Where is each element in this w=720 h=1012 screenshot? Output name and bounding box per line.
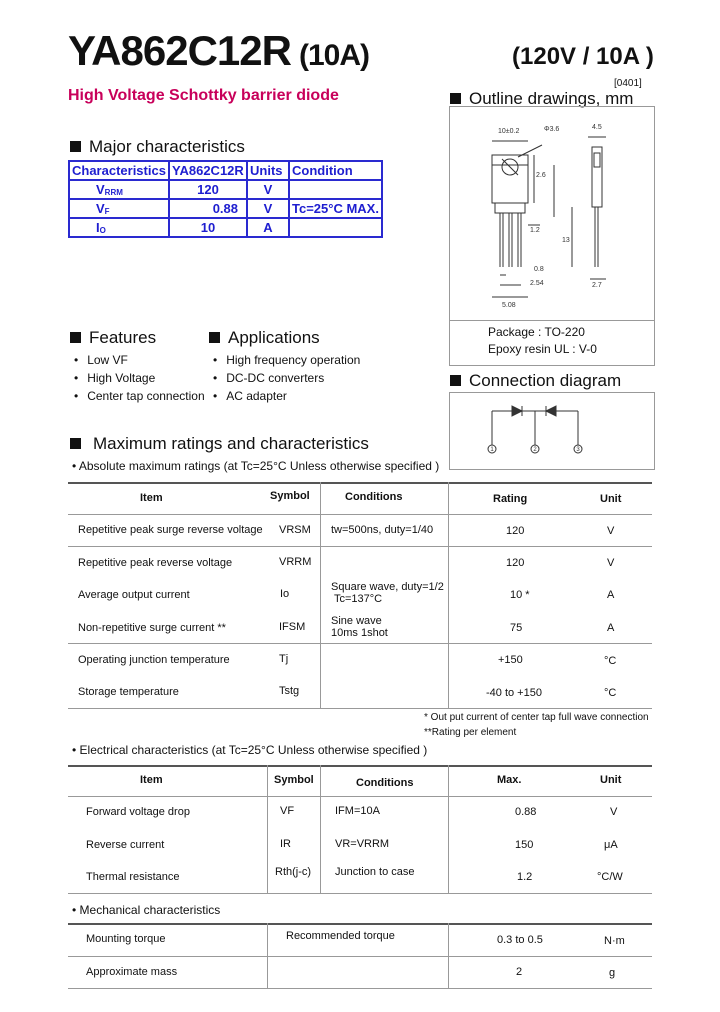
features-list [74, 351, 205, 405]
center-tap-diode-diagram [450, 393, 654, 469]
elec-header-max: Max. [497, 774, 522, 786]
note-center-tap: * Out put current of center tap full wave connection [424, 712, 649, 723]
dim-hole: Φ3.6 [544, 126, 560, 133]
dim-step: 1.2 [530, 227, 540, 234]
bullet-square-icon [70, 141, 81, 152]
major-characteristics-table [68, 160, 383, 238]
outline-section-title: Outline drawings, mm [450, 89, 633, 109]
bullet-square-icon [209, 332, 220, 343]
product-subtitle: High Voltage Schottky barrier diode [68, 87, 339, 104]
features-section-title: Features [70, 328, 156, 348]
list-item: • Low VF [74, 351, 205, 369]
elec-header-symbol: Symbol [274, 774, 314, 786]
major-header-condition: Condition [289, 161, 382, 180]
applications-list [213, 351, 360, 405]
max-section-title: Maximum ratings and characteristics [70, 434, 369, 454]
bullet-square-icon [450, 375, 461, 386]
elec-header-unit: Unit [600, 774, 622, 786]
elec-header-item: Item [140, 774, 163, 786]
abs-header-symbol: Symbol [270, 490, 310, 502]
electrical-caption: • Electrical characteristics (at Tc=25°C Unless otherwise specified ) [72, 743, 428, 757]
dim-span: 5.08 [502, 302, 516, 309]
epoxy-resin: Epoxy resin UL : V-0 [488, 342, 597, 356]
dim-lead-length: 13 [562, 237, 570, 244]
pin-2-label: 2 [533, 447, 537, 453]
abs-header-unit: Unit [600, 493, 622, 505]
voltage-current-rating: (120V / 10A ) [512, 43, 654, 70]
outline-drawing-box [449, 106, 655, 366]
list-item: • AC adapter [213, 387, 360, 405]
abs-header-rating: Rating [493, 493, 528, 505]
connection-diagram-box [449, 392, 655, 470]
dim-pitch: 2.54 [530, 280, 544, 287]
package-type: Package : TO-220 [488, 325, 585, 339]
dim-lead-width: 0.8 [534, 266, 544, 273]
bullet-square-icon [70, 332, 81, 343]
dim-thickness: 2.7 [592, 282, 602, 289]
connection-section-title: Connection diagram [450, 371, 621, 391]
bullet-square-icon [70, 438, 81, 449]
major-header-char: Characteristics [69, 161, 169, 180]
dim-depth: 4.5 [592, 124, 602, 131]
part-number-title [68, 28, 369, 79]
major-header-units: Units [247, 161, 289, 180]
abs-header-item: Item [140, 492, 163, 504]
document-code: [0401] [614, 78, 642, 89]
mechanical-caption: • Mechanical characteristics [72, 903, 221, 917]
applications-section-title: Applications [209, 328, 320, 348]
major-row: $V_F$ 0.88 V Tc=25°C MAX. [69, 199, 382, 218]
current-label: (10A) [298, 39, 369, 72]
list-item: • Center tap connection [74, 387, 205, 405]
bullet-square-icon [450, 93, 461, 104]
pin-1-label: 1 [490, 447, 494, 453]
list-item: • DC-DC converters [213, 369, 360, 387]
elec-header-conditions: Conditions [356, 777, 414, 789]
abs-header-conditions: Conditions [345, 491, 403, 503]
major-section-title: Major characteristics [70, 137, 245, 157]
major-row: $I_O$ 10 A [69, 218, 382, 237]
major-header-part: YA862C12R [169, 161, 247, 180]
list-item: • High Voltage [74, 369, 205, 387]
list-item: • High frequency operation [213, 351, 360, 369]
part-number: YA862C12R [68, 27, 291, 74]
dim-tab: 2.6 [536, 172, 546, 179]
major-row: $V_{RRM}$ 120 V [69, 180, 382, 199]
dim-width: 10±0.2 [498, 128, 520, 135]
pin-3-label: 3 [576, 447, 580, 453]
to220-outline-drawing [450, 107, 654, 317]
note-per-element: **Rating per element [424, 727, 517, 738]
abs-max-caption: • Absolute maximum ratings (at Tc=25°C Unless otherwise specified ) [72, 459, 440, 473]
